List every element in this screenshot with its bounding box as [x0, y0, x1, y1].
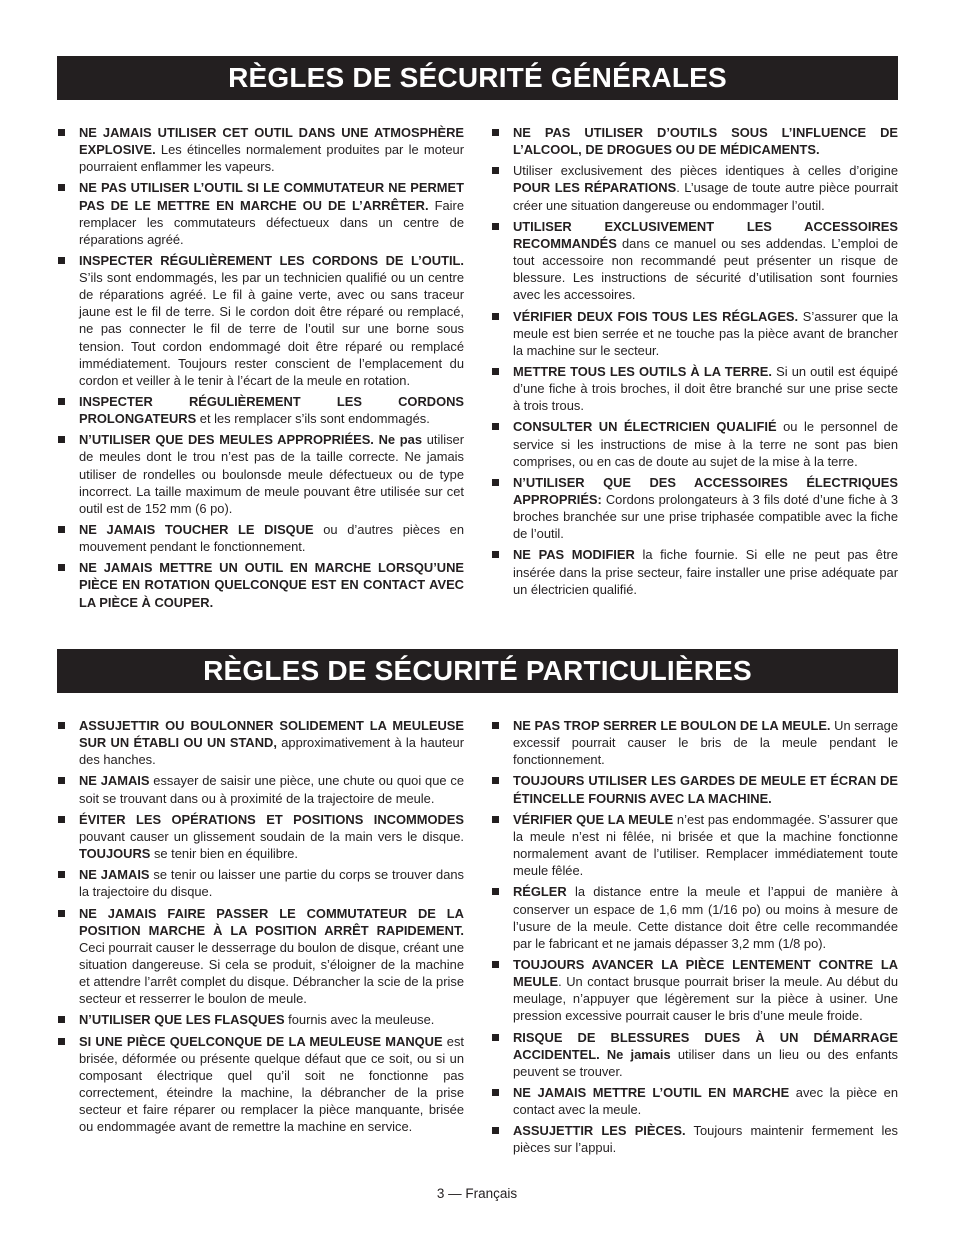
- rule-text: ou d’autres pièces en mouvement pendant le fonctionnement.: [79, 522, 464, 555]
- rule-text: dans ce manuel ou ses addendas. L’emploi de tout accessoire non recommandé peut présenter un risque de blessure. Les instructions de sécurité d’utilisation sont fournies avec les accessoires.: [513, 235, 898, 303]
- rule-item: [57, 1011, 464, 1028]
- rule-text: Faire remplacer les commutateurs défectueux dans un centre de réparations agréé.: [79, 197, 464, 247]
- rule-item: [491, 218, 898, 303]
- specific-rules-left-column: [57, 717, 464, 1139]
- rule-item: [491, 956, 898, 1024]
- rule-text: utiliser dans un lieu ou des enfants peuvent se trouver.: [513, 1046, 898, 1079]
- square-bullet-icon: [58, 436, 65, 443]
- square-bullet-icon: [58, 1016, 65, 1023]
- rule-item: [57, 252, 464, 389]
- rule-item: [57, 179, 464, 247]
- rule-item: [57, 772, 464, 806]
- rule-bold-text: ASSUJETTIR LES PIÈCES.: [513, 1123, 686, 1139]
- square-bullet-icon: [58, 1038, 65, 1045]
- section-title-specific: RÈGLES DE SÉCURITÉ PARTICULIÈRES: [57, 649, 898, 693]
- square-bullet-icon: [492, 1089, 499, 1096]
- rule-bold-text: RISQUE DE BLESSURES DUES À UN DÉMARRAGE ACCIDENTEL. Ne jamais: [513, 1029, 898, 1062]
- specific-rules-right-column: [491, 717, 898, 1161]
- rule-item: [57, 811, 464, 862]
- general-rules-left-column: [57, 124, 464, 615]
- rule-bold-text: METTRE TOUS LES OUTILS À LA TERRE.: [513, 363, 772, 379]
- rule-text: n’est pas endommagée. S’assurer que la meule n’est ni fêlée, ni brisée et que la machine fonctionne normalement avant de l’utiliser. Remplacer immédiatement toute meule fêlée.: [513, 811, 898, 879]
- rule-item: [491, 162, 898, 213]
- square-bullet-icon: [492, 423, 499, 430]
- square-bullet-icon: [58, 722, 65, 729]
- rule-item: [57, 866, 464, 900]
- rule-item: [491, 1084, 898, 1118]
- rule-text: Utiliser exclusivement des pièces identiques à celles d’origine: [513, 163, 898, 179]
- square-bullet-icon: [492, 551, 499, 558]
- rule-bold-text: NE JAMAIS METTRE UN OUTIL EN MARCHE LORSQU’UNE PIÈCE EN ROTATION QUELCONQUE EST EN CONTACT AVEC LA PIÈCE À COUPER.: [79, 560, 464, 610]
- rule-text: la distance entre la meule et l’appui de manière à conserver un espace de 1,6 mm (1/16 po) ou moins à mesure de l’usure de la meule. Cette distance doit être celle recommandée par le fabricant et ne jamais dépasser 3,2 mm (1/8 po).: [513, 884, 898, 951]
- rule-text: est brisée, déformée ou présente quelque défaut que ce soit, ou si un composant électrique quel qu’il soit ne fonctionne pas correctement, éteindre la machine, la débrancher de la prise secteur et faire réparer ou remplacer la pièce manquante, brisée ou endommagée avant de remettre la machine en service.: [79, 1033, 464, 1135]
- rule-text: approximativement à la hauteur des hanches.: [79, 735, 464, 768]
- rule-text: fournis avec la meuleuse.: [284, 1012, 435, 1028]
- square-bullet-icon: [58, 871, 65, 878]
- square-bullet-icon: [492, 777, 499, 784]
- rule-item: [491, 1122, 898, 1156]
- rule-text: Cordons prolongateurs à 3 fils doté d’une fiche à 3 broches branchée sur une prise triphasée compatible avec la fiche de l’outil.: [513, 492, 898, 542]
- rule-bold-text: UTILISER EXCLUSIVEMENT LES ACCESSOIRES RECOMMANDÉS: [513, 218, 898, 251]
- rule-text: Ceci pourrait causer le desserrage du boulon de disque, créant une situation dangereuse. Si cela se produit, s’éloigner de la machine et attendre l’arrêt complet du disque. Débrancher la scie de la prise secteur et resserrer le boulon de meule.: [79, 939, 464, 1007]
- rule-text: . Un contact brusque pourrait briser la meule. Au début du meulage, n’appuyer que légèrement sur la pièce à usiner. Une pression excessive pourrait causer le bris d’une meule froide.: [513, 974, 898, 1024]
- square-bullet-icon: [58, 777, 65, 784]
- rule-text: se tenir bien en équilibre.: [150, 846, 299, 862]
- rule-text: Si un outil est équipé d’une fiche à trois broches, il doit être branché sur une prise secte à trois trous.: [513, 363, 898, 414]
- rule-bold-text: SI UNE PIÈCE QUELCONQUE DE LA MEULEUSE MANQUE: [79, 1033, 443, 1049]
- square-bullet-icon: [492, 1127, 499, 1134]
- rule-item: [491, 811, 898, 879]
- square-bullet-icon: [492, 129, 499, 136]
- rule-item: [491, 418, 898, 469]
- rule-item: [491, 717, 898, 768]
- section-title-general: RÈGLES DE SÉCURITÉ GÉNÉRALES: [57, 56, 898, 100]
- rule-bold-text: NE JAMAIS TOUCHER LE DISQUE: [79, 522, 314, 537]
- rule-item: [57, 393, 464, 427]
- rule-item: [57, 717, 464, 768]
- square-bullet-icon: [58, 910, 65, 917]
- square-bullet-icon: [58, 257, 65, 264]
- rule-item: [57, 431, 464, 516]
- rule-text: se tenir ou laisser une partie du corps se trouver dans la trajectoire du disque.: [79, 867, 464, 900]
- general-rules-right-column: [491, 124, 898, 602]
- square-bullet-icon: [492, 313, 499, 320]
- rule-text: . L’usage de toute autre pièce pourrait créer une situation dangereuse ou endommager l’outil.: [513, 180, 898, 213]
- rule-item: [491, 308, 898, 359]
- rule-text: S’assurer que la meule est bien serrée et ne touche pas la pièce avant de brancher la machine sur le secteur.: [513, 308, 898, 358]
- square-bullet-icon: [58, 526, 65, 533]
- rule-bold-text: ÉVITER LES OPÉRATIONS ET POSITIONS INCOMMODES: [79, 811, 464, 827]
- square-bullet-icon: [492, 1034, 499, 1041]
- rule-text: essayer de saisir une pièce, une chute ou quoi que ce soit se trouvant dans ou à proximité de la trajectoire de meule.: [79, 773, 464, 806]
- rule-bold-text: N’UTILISER QUE DES MEULES APPROPRIÉES. Ne pas: [79, 432, 423, 448]
- rule-item: [57, 559, 464, 610]
- rule-item: [491, 124, 898, 158]
- rule-text: la fiche fournie. Si elle ne peut pas être insérée dans la prise secteur, faire installer une prise adéquate par un électricien qualifié.: [513, 547, 898, 597]
- rule-text: S’ils sont endommagés, les par un technicien qualifié ou un centre de réparations agréé. Le fil à gaine verte, avec ou sans traceur jaune est le fil de terre. Si le cordon doit être réparé ou remplacé, ne pas connecter le fil de terre de l’outil sur une borne sous tension. Tout cordon endommagé doit être réparé ou remplacé immédiatement. Toujours rester conscient de l’emplacement du cordon et veiller à le tenir à l’écart de la meule en rotation.: [79, 270, 464, 388]
- rule-bold-text: NE PAS TROP SERRER LE BOULON DE LA MEULE.: [513, 718, 831, 733]
- rule-bold-text: N’UTILISER QUE DES ACCESSOIRES ÉLECTRIQUES APPROPRIÉS:: [513, 474, 898, 507]
- page-number-footer: 3 — Français: [436, 1186, 518, 1201]
- rule-text: pouvant causer un glissement soudain de la main vers le disque.: [79, 828, 464, 844]
- rule-bold-text: TOUJOURS AVANCER LA PIÈCE LENTEMENT CONTRE LA MEULE: [513, 956, 898, 990]
- rule-bold-text: VÉRIFIER DEUX FOIS TOUS LES RÉGLAGES.: [513, 308, 799, 324]
- rule-bold-text: INSPECTER RÉGULIÈREMENT LES CORDONS DE L’OUTIL.: [79, 253, 464, 269]
- square-bullet-icon: [492, 368, 499, 375]
- rule-bold-text: NE JAMAIS: [79, 867, 150, 883]
- rule-item: [491, 1029, 898, 1080]
- rule-bold-text: NE JAMAIS METTRE L’OUTIL EN MARCHE: [513, 1085, 790, 1100]
- rule-text: Toujours maintenir fermement les pièces sur l’appui.: [513, 1123, 898, 1156]
- rule-bold-text: ASSUJETTIR OU BOULONNER SOLIDEMENT LA MEULEUSE SUR UN ÉTABLI OU UN STAND,: [79, 718, 464, 751]
- rule-bold-text: RÉGLER: [513, 884, 567, 900]
- square-bullet-icon: [492, 816, 499, 823]
- rule-bold-text: NE PAS UTILISER D’OUTILS SOUS L’INFLUENCE DE L’ALCOOL, DE DROGUES OU DE MÉDICAMENTS.: [513, 125, 898, 158]
- square-bullet-icon: [58, 816, 65, 823]
- rule-item: [491, 363, 898, 414]
- square-bullet-icon: [58, 129, 65, 136]
- rule-bold-text: TOUJOURS: [79, 846, 151, 862]
- rule-bold-text: NE PAS MODIFIER: [513, 547, 635, 563]
- rule-item: [491, 474, 898, 542]
- rule-bold-text: NE JAMAIS UTILISER CET OUTIL DANS UNE ATMOSPHÈRE EXPLOSIVE.: [79, 125, 464, 158]
- square-bullet-icon: [58, 398, 65, 405]
- rule-item: [57, 521, 464, 555]
- rule-bold-text: TOUJOURS UTILISER LES GARDES DE MEULE ET ÉCRAN DE ÉTINCELLE FOURNIS AVEC LA MACHINE.: [513, 773, 898, 806]
- rule-bold-text: INSPECTER RÉGULIÈREMENT LES CORDONS PROLONGATEURS: [79, 393, 464, 427]
- rule-item: [491, 772, 898, 806]
- rule-bold-text: VÉRIFIER QUE LA MEULE: [513, 811, 674, 827]
- square-bullet-icon: [58, 564, 65, 571]
- rule-bold-text: CONSULTER UN ÉLECTRICIEN QUALIFIÉ: [513, 419, 777, 435]
- square-bullet-icon: [492, 961, 499, 968]
- rule-text: ou le personnel de service si les instructions de mise à la terre ne sont pas bien comprises, ou en cas de doute au sujet de la mise à la terre.: [513, 419, 899, 469]
- rule-item: [491, 883, 898, 951]
- square-bullet-icon: [492, 167, 499, 174]
- rule-bold-text: NE JAMAIS: [79, 773, 150, 789]
- rule-bold-text: NE JAMAIS FAIRE PASSER LE COMMUTATEUR DE LA POSITION MARCHE À LA POSITION ARRÊT RAPIDEMENT.: [79, 905, 464, 938]
- square-bullet-icon: [492, 888, 499, 895]
- rule-bold-text: N’UTILISER QUE LES FLASQUES: [79, 1012, 285, 1028]
- rule-bold-text: POUR LES RÉPARATIONS: [513, 180, 677, 196]
- square-bullet-icon: [58, 184, 65, 191]
- rule-item: [57, 1033, 464, 1136]
- rule-text: Les étincelles normalement produites par le moteur pourraient enflammer les vapeurs.: [79, 142, 464, 175]
- rule-item: [57, 905, 464, 1008]
- rule-item: [57, 124, 464, 175]
- rule-text: avec la pièce en contact avec la meule.: [513, 1085, 898, 1118]
- square-bullet-icon: [492, 223, 499, 230]
- square-bullet-icon: [492, 479, 499, 486]
- rule-text: et les remplacer s’ils sont endommagés.: [196, 411, 430, 427]
- rule-text: utiliser de meules dont le trou n’est pas de la taille correcte. Ne jamais utiliser de rondelles ou boulonsde meule défectueux ou de type incorrect. La taille maximum de meule pouvant être utilisée sur cet outil est de 152 mm (6 po).: [79, 432, 464, 516]
- square-bullet-icon: [492, 722, 499, 729]
- rule-item: [491, 546, 898, 597]
- rule-text: Un serrage excessif pourrait causer le bris de la meule pendant le fonctionnement.: [513, 718, 898, 768]
- rule-bold-text: NE PAS UTILISER L’OUTIL SI LE COMMUTATEUR NE PERMET PAS DE LE METTRE EN MARCHE OU DE L’ARRÊTER.: [79, 180, 464, 213]
